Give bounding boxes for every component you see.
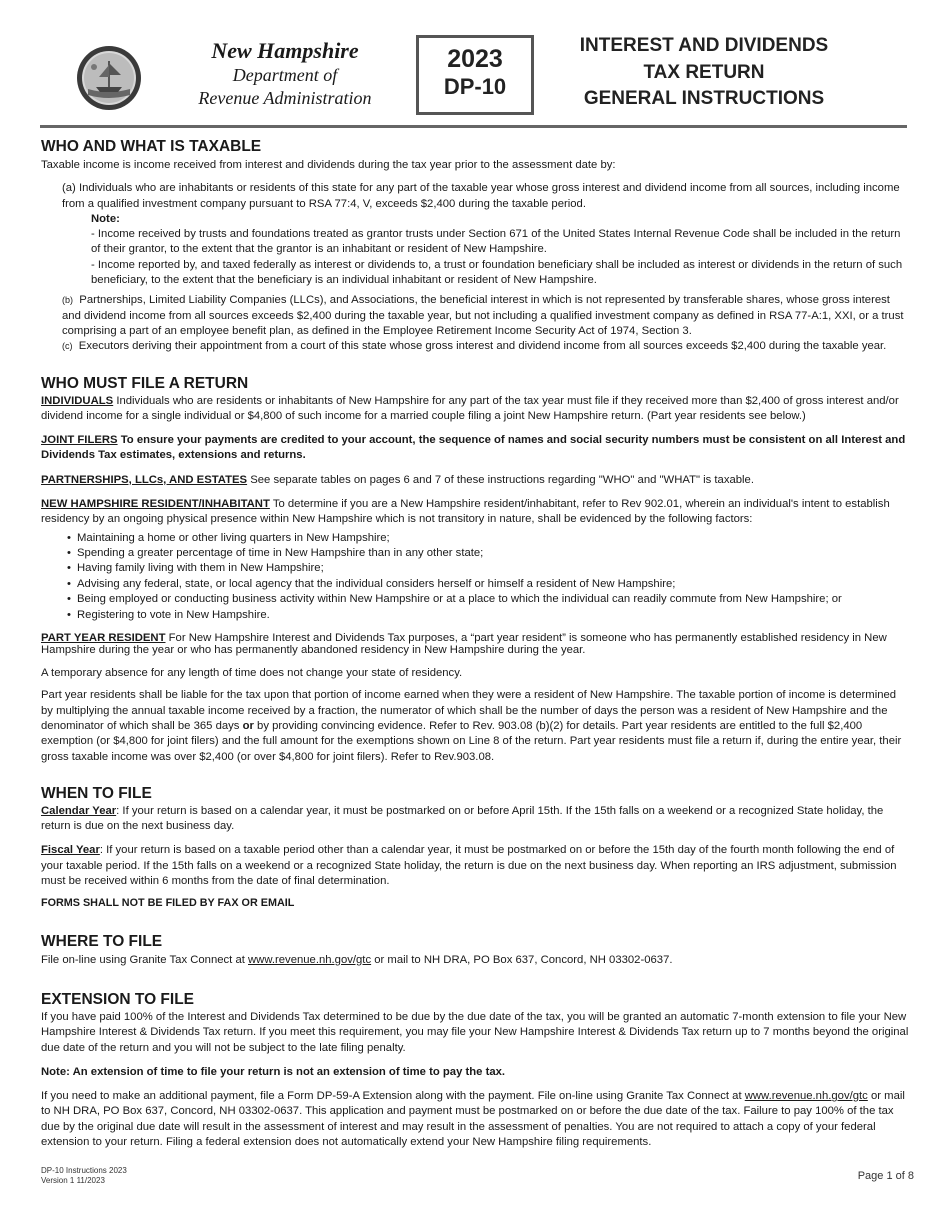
section-heading-extension: EXTENSION TO FILE bbox=[41, 990, 195, 1008]
document-body bbox=[41, 136, 911, 1150]
note-grantor-trusts: - Income received by trusts and foundations treated as grantor trusts under Section 671 of the United States Internal Revenue Code shall be included in the return of their grantor, to the extent that the grantor is an inhabitant or resident of New Hampshire. bbox=[91, 228, 901, 256]
list-item: • Registering to vote in New Hampshire. bbox=[67, 608, 911, 623]
extension-text-post: or mail to NH DRA, PO Box 637, Concord, NH 03302-0637. This application and payment must be postmarked on or before the due date of the tax. Failure to pay 100% of the tax due by the original due date will result in the assessment of interest and may result in the assessment of penalties. You are not required to attach a copy of your federal extension to your return. Filing a federal extension does not automatically extend your New Hampshire filing requirements. bbox=[41, 1090, 905, 1149]
partnerships-label: PARTNERSHIPS, LLCs, AND ESTATES bbox=[41, 473, 248, 486]
fiscal-year-paragraph bbox=[41, 843, 911, 889]
header-divider bbox=[40, 125, 907, 128]
resident-label: NEW HAMPSHIRE RESIDENT/INHABITANT bbox=[41, 498, 270, 511]
fiscal-year-label: Fiscal Year bbox=[41, 844, 100, 857]
page-header bbox=[0, 0, 950, 130]
extension-paragraph-3 bbox=[41, 1089, 911, 1150]
partnerships-paragraph bbox=[41, 473, 911, 488]
state-seal-icon bbox=[76, 45, 142, 111]
taxable-item-a: (a) Individuals who are inhabitants or residents of this state for any part of the taxable year whose gross interest and dividend income from all sources, including income from a qualified investment company pursuant to RSA 77:4, V, exceeds $2,400 during the taxable period. bbox=[62, 182, 900, 210]
section-heading-where: WHERE TO FILE bbox=[41, 932, 163, 950]
page-number: Page 1 of 8 bbox=[857, 1170, 914, 1182]
liability-or: or bbox=[242, 719, 254, 732]
part-year-text: For New Hampshire Interest and Dividends Tax purposes, a “part year resident” is someone who has permanently established residency in New Hampshire during the year or who has permanently abandoned residency in New Hampshire during the year. bbox=[41, 632, 887, 657]
section-heading-must-file: WHO MUST FILE A RETURN bbox=[41, 374, 249, 392]
item-c-label: (c) bbox=[62, 341, 73, 352]
taxable-note bbox=[91, 212, 911, 288]
item-b-text: Partnerships, Limited Liability Companies (LLCs), and Associations, the beneficial interest in which is not represented by transferable shares, whose gross interest and dividend income from all sources exceeds $2,400 during the taxable year, but not including a qualified investment company as defined in RSA 77-A:1, XXI, or a trust comprising a part of an employee benefit plan, as defined in the Employee Retirement Income Security Act of 1974, Section 3. bbox=[62, 294, 904, 337]
fiscal-year-text: : If your return is based on a taxable period other than a calendar year, it must be postmarked on or before the 15th day of the fourth month following the end of your taxable period. If the 15th falls on a weekend or a recognized State holiday, the return is due on the next business day. When reporting an IRS adjustment, submission must be received within 6 months from the date of final determination. bbox=[41, 844, 897, 888]
section-heading-when: WHEN TO FILE bbox=[41, 784, 152, 802]
title-line-3: GENERAL INSTRUCTIONS bbox=[583, 88, 825, 109]
list-item: • Being employed or conducting business activity within New Hampshire or at a place to which the individual can readily commute from New Hampshire; or bbox=[67, 592, 911, 607]
calendar-year-label: Calendar Year bbox=[41, 804, 117, 817]
taxable-item-c bbox=[62, 339, 911, 354]
part-year-liability bbox=[41, 688, 911, 764]
list-item: • Spending a greater percentage of time in New Hampshire than in any other state; bbox=[67, 546, 911, 561]
extension-note: Note: An extension of time to file your return is not an extension of time to pay the tax. bbox=[41, 1065, 506, 1078]
document-title bbox=[556, 33, 852, 113]
note-title: Note: bbox=[91, 212, 120, 225]
calendar-year-text: : If your return is based on a calendar year, it must be postmarked on or before April 15th. If the 15th falls on a weekend or a recognized State holiday, the return is due on the next business day. bbox=[41, 804, 884, 833]
where-paragraph bbox=[41, 953, 911, 968]
joint-filers-label: JOINT FILERS bbox=[41, 434, 118, 447]
temporary-absence: A temporary absence for any length of time does not change your state of residency. bbox=[41, 667, 463, 680]
agency-name bbox=[160, 38, 410, 110]
joint-filers-text: To ensure your payments are credited to your account, the sequence of names and social security numbers must be consistent on all Interest and Dividends Tax estimates, extensions and returns. bbox=[41, 434, 906, 462]
title-line-1: INTEREST AND DIVIDENDS bbox=[579, 35, 829, 56]
where-text-post: or mail to NH DRA, PO Box 637, Concord, NH 03302-0637. bbox=[374, 953, 673, 966]
where-text-pre: File on-line using Granite Tax Connect at bbox=[41, 953, 245, 966]
list-item: • Advising any federal, state, or local agency that the individual considers herself or himself a resident of New Hampshire; bbox=[67, 577, 911, 592]
list-item: • Having family living with them in New Hampshire; bbox=[67, 561, 911, 576]
form-year: 2023 bbox=[447, 45, 503, 73]
section-taxable bbox=[41, 137, 911, 355]
agency-state: New Hampshire bbox=[211, 38, 359, 63]
section-heading-taxable: WHO AND WHAT IS TAXABLE bbox=[41, 138, 262, 155]
liability-text-2: by providing convincing evidence. Refer to Rev. 903.08 (b)(2) for details. Part year residents are entitled to the full $2,400 exemption (or $4,800 for joint filers) and the full amount for the exemptions shown on Line 8 of the return. Part year residents must file a return if, during the entire year, their gross taxable income was over $2,400 (or over $4,800 for joint filers). Refer to Rev.903.08. bbox=[41, 719, 902, 763]
resident-paragraph bbox=[41, 497, 911, 528]
form-code: DP-10 bbox=[443, 74, 507, 99]
agency-division: Revenue Administration bbox=[198, 88, 372, 108]
form-id-box bbox=[416, 35, 534, 115]
no-fax-notice: FORMS SHALL NOT BE FILED BY FAX OR EMAIL bbox=[41, 897, 295, 910]
agency-department: Department of bbox=[232, 65, 338, 85]
gtc-link[interactable]: www.revenue.nh.gov/gtc bbox=[248, 953, 372, 966]
note-beneficiary: - Income reported by, and taxed federally as interest or dividends to, a trust or foundation beneficiary shall be included as interest or dividends in the return of such beneficiary, to the extent that the beneficiary is an individual inhabitant or resident of New Hampshire. bbox=[91, 258, 903, 287]
individuals-text: Individuals who are residents or inhabitants of New Hampshire for any part of the tax year must file if they received more than $2,400 of gross interest and/or dividend income for a single individual or $4,800 of such income for a married couple filing a joint New Hampshire return. (Part year residents see below.) bbox=[41, 394, 899, 422]
individuals-label: INDIVIDUALS bbox=[41, 394, 114, 407]
footer-doc-info bbox=[41, 1166, 127, 1186]
residency-factors-list bbox=[67, 531, 911, 623]
liability-text-1: Part year residents shall be liable for the tax upon that portion of income earned when they were a resident of New Hampshire. The taxable portion of income is determined by multiplying the annual taxable income received by a fraction, the numerator of which shall be the number of days the person was a resident of New Hampshire and the denominator of which shall be 365 days bbox=[41, 689, 897, 732]
calendar-year-paragraph bbox=[41, 804, 911, 835]
extension-paragraph-1: If you have paid 100% of the Interest and Dividends Tax determined to be due by the due date of the tax, you will be granted an automatic 7-month extension to file your New Hampshire Interest & Dividends Tax return. If you meet this requirement, you may file your New Hampshire Interest & Dividends Tax return up to 7 months beyond the original due date of the return and you will not be subject to the late filing penalty. bbox=[41, 1010, 909, 1054]
list-item: • Maintaining a home or other living quarters in New Hampshire; bbox=[67, 531, 911, 546]
part-year-label: PART YEAR RESIDENT bbox=[41, 632, 166, 645]
footer-doc-name: DP-10 Instructions 2023 bbox=[41, 1166, 127, 1175]
individuals-paragraph bbox=[41, 394, 911, 425]
section-where-to-file bbox=[41, 932, 911, 968]
partnerships-text: See separate tables on pages 6 and 7 of these instructions regarding "WHO" and "WHAT" is taxable. bbox=[250, 473, 754, 486]
part-year-paragraph bbox=[41, 632, 911, 656]
section-must-file bbox=[41, 374, 911, 765]
title-line-2: TAX RETURN bbox=[643, 61, 765, 83]
resident-text: To determine if you are a New Hampshire resident/inhabitant, refer to Rev 902.01, wherein an individual's intent to establish residency by an ongoing physical presence within New Hampshire which is not transitory in nature, shall be evidenced by the following factors: bbox=[41, 498, 890, 526]
joint-filers-paragraph bbox=[41, 433, 911, 464]
taxable-item-b bbox=[62, 293, 911, 339]
extension-text-pre: If you need to make an additional payment, file a Form DP-59-A Extension along with the payment. File on-line using Granite Tax Connect at bbox=[41, 1090, 742, 1103]
taxable-intro: Taxable income is income received from interest and dividends during the tax year prior to the assessment date by: bbox=[41, 159, 616, 171]
item-c-text: Executors deriving their appointment from a court of this state whose gross interest and dividend income from all sources exceeds $2,400 during the taxable year. bbox=[78, 340, 887, 353]
section-extension bbox=[41, 990, 911, 1150]
extension-gtc-link[interactable]: www.revenue.nh.gov/gtc bbox=[744, 1090, 868, 1103]
section-when-to-file bbox=[41, 784, 911, 912]
footer-version: Version 1 11/2023 bbox=[41, 1176, 105, 1185]
item-b-label: (b) bbox=[62, 295, 73, 306]
